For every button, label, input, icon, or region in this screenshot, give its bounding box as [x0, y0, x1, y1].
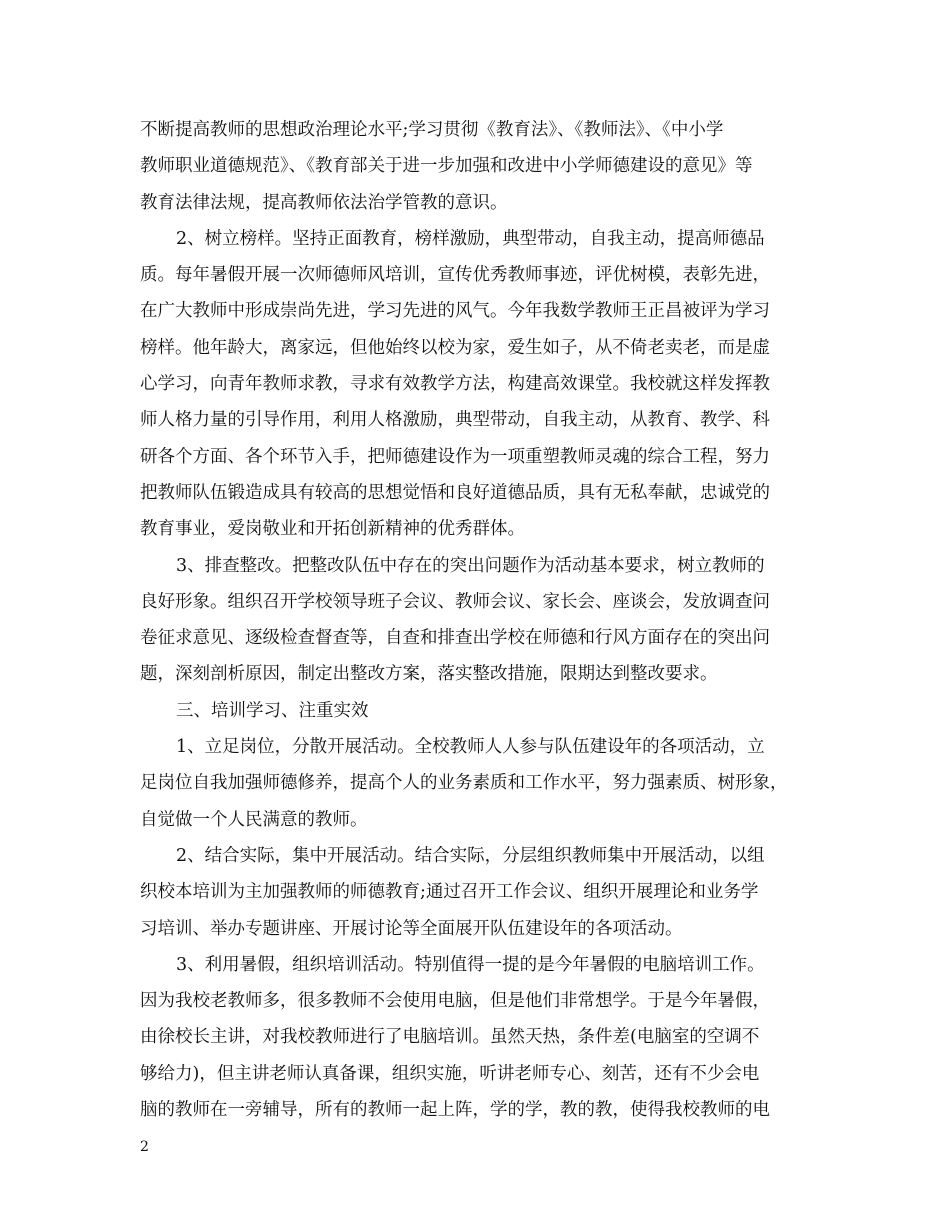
paragraph-start-line: 1、立足岗位，分散开展活动。全校教师人人参与队伍建设年的各项活动，立 [176, 737, 765, 758]
text-line: 教育事业，爱岗敬业和开拓创新精神的优秀群体。 [140, 519, 525, 540]
text-line: 质。每年暑假开展一次师德师风培训，宣传优秀教师事迹，评优树模，表彰先进， [140, 265, 770, 286]
text-line: 织校本培训为主加强教师的师德教育;通过召开工作会议、组织开展理论和业务学 [140, 882, 759, 903]
text-line: 研各个方面、各个环节入手，把师德建设作为一项重塑教师灵魂的综合工程，努力 [140, 446, 770, 467]
paragraph-start-line: 2、结合实际，集中开展活动。结合实际，分层组织教师集中开展活动，以组 [176, 845, 765, 866]
text-line: 不断提高教师的思想政治理论水平;学习贯彻《教育法》、《教师法》、《中小学 [140, 120, 724, 140]
text-line: 由徐校长主讲，对我校教师进行了电脑培训。虽然天热，条件差(电脑室的空调不 [140, 1027, 760, 1048]
text-line: 良好形象。组织召开学校领导班子会议、教师会议、家长会、座谈会，发放调查问 [140, 591, 770, 612]
text-line: 习培训、举办专题讲座、开展讨论等全面展开队伍建设年的各项活动。 [140, 918, 683, 939]
text-line: 把教师队伍锻造成具有较高的思想觉悟和良好道德品质，具有无私奉献，忠诚党的 [140, 482, 770, 503]
page-number: 2 [140, 1139, 149, 1155]
text-line: 够给力)，但主讲老师认真备课，组织实施，听讲老师专心、刻苦，还有不少会电 [140, 1063, 760, 1084]
text-line: 足岗位自我加强师德修养，提高个人的业务素质和工作水平，努力强素质、树形象， [140, 773, 788, 794]
text-line: 脑的教师在一旁辅导，所有的教师一起上阵，学的学，教的教，使得我校教师的电 [140, 1100, 770, 1121]
text-line: 师人格力量的引导作用，利用人格激励，典型带动，自我主动，从教育、教学、科 [140, 410, 770, 431]
text-line: 卷征求意见、逐级检查督查等，自查和排查出学校在师德和行风方面存在的突出问 [140, 628, 770, 649]
section-heading: 三、培训学习、注重实效 [176, 700, 369, 721]
text-line: 在广大教师中形成崇尚先进，学习先进的风气。今年我数学教师王正昌被评为学习 [140, 301, 770, 322]
paragraph-start-line: 2、树立榜样。坚持正面教育，榜样激励，典型带动，自我主动，提高师德品 [176, 228, 765, 249]
text-line: 教育法律法规，提高教师依法治学管教的意识。 [140, 192, 508, 213]
text-line: 教师职业道德规范》、《教育部关于进一步加强和改进中小学师德建设的意见》等 [140, 156, 753, 177]
text-line: 自觉做一个人民满意的教师。 [140, 809, 368, 830]
paragraph-start-line: 3、利用暑假，组织培训活动。特别值得一提的是今年暑假的电脑培训工作。 [176, 954, 765, 975]
text-line: 因为我校老教师多，很多教师不会使用电脑，但是他们非常想学。于是今年暑假， [140, 991, 770, 1012]
body-text [140, 112, 812, 1128]
paragraph-start-line: 3、排查整改。把整改队伍中存在的突出问题作为活动基本要求，树立教师的 [176, 555, 765, 576]
text-line: 榜样。他年龄大，离家远，但他始终以校为家，爱生如子，从不倚老卖老，而是虚 [140, 337, 770, 358]
text-line: 心学习，向青年教师求教，寻求有效教学方法，构建高效课堂。我校就这样发挥教 [140, 374, 770, 395]
text-line: 题，深刻剖析原因，制定出整改方案，落实整改措施，限期达到整改要求。 [140, 664, 718, 685]
